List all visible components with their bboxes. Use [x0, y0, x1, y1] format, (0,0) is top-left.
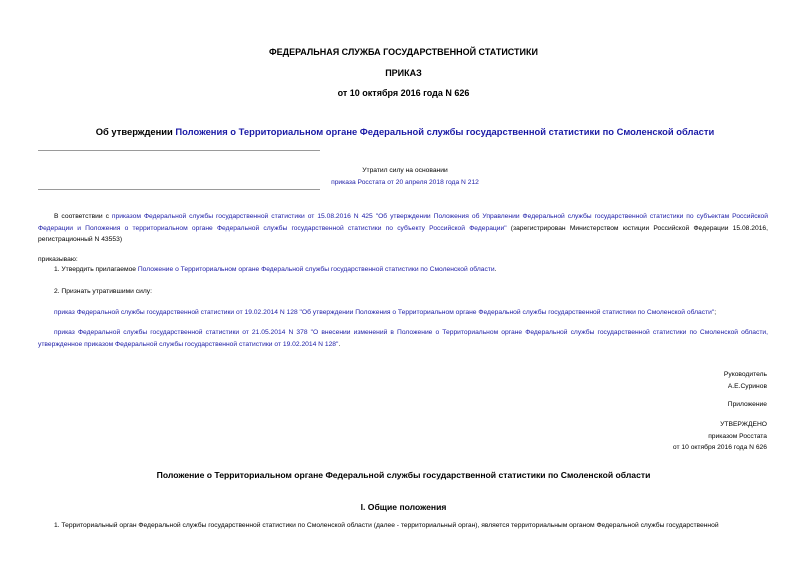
order-378-link[interactable]: приказ Федеральной службы государственной статистики от 21.05.2014 N 378 "О внесении изменений в Положение о Территориальном органе Федеральной службы государственной статистики по Смоленской области, утвержденное приказом Федеральной службы государственной статистики от 19.02.2014 N 128": [38, 329, 768, 348]
approved-by: приказом Росстата: [708, 432, 767, 440]
approved-date: от 10 октября 2016 года N 626: [672, 444, 767, 451]
regulation-paragraph-1: 1. Территориальный орган Федеральной службы государственной статистики по Смоленской области (далее - территориальный орган), является территориальным органом Федеральной службы государственной: [54, 522, 719, 529]
regulation-title: Положение о Территориальном органе Федеральной службы государственной статистики по Смоленской области: [156, 470, 651, 480]
signature-role: Руководитель: [723, 371, 767, 378]
preamble-paragraph: [38, 211, 768, 246]
title-regulation-link[interactable]: Положения о Территориальном органе Федеральной службы государственной статистики по Смоленской области: [175, 126, 715, 137]
p1-text-b: (зарегистрирован Министерством юстиции Российской Федерации 15.08.2016, регистрационный N 43553): [38, 224, 768, 243]
p5-end: ;: [714, 309, 717, 316]
agency-heading: ФЕДЕРАЛЬНАЯ СЛУЖБА ГОСУДАРСТВЕННОЙ СТАТИСТИКИ: [269, 47, 538, 57]
title-prefix: Об утверждении: [95, 126, 176, 137]
divider-bottom: [38, 189, 320, 190]
item-1: [54, 264, 768, 276]
repealed-order-128: [54, 307, 768, 319]
regulation-link[interactable]: Положение о Территориальном органе Федеральной службы государственной статистики по Смоленской области: [137, 266, 495, 273]
item-1-end: .: [494, 266, 497, 273]
lost-force-order-link[interactable]: приказа Росстата от 20 апреля 2018 года N 212: [331, 179, 479, 186]
repealed-order-378: [38, 327, 768, 350]
p1-text-a: В соответствии с: [54, 213, 112, 220]
signature-block: [724, 369, 767, 392]
lost-force-note: [300, 165, 510, 189]
divider-top: [38, 150, 320, 151]
lost-force-text: Утратил силу на основании: [362, 167, 448, 174]
item-2: 2. Признать утратившими силу:: [54, 288, 152, 295]
approval-block: [673, 419, 767, 454]
section-1-heading: I. Общие положения: [360, 502, 447, 512]
order-425-link[interactable]: приказом Федеральной службы государственной статистики от 15.08.2016 N 425 "Об утверждении Положения об Управлении Федеральной службы государственной статистики по субъектам Российской Федерации и Положения о территориальном органе Федеральной службы государственной статистики по субъекту Российской Федерации": [38, 213, 768, 232]
appendix-label: Приложение: [727, 401, 767, 408]
document-title: [40, 126, 770, 137]
item-1-text: 1. Утвердить прилагаемое: [54, 266, 138, 273]
doc-date-heading: от 10 октября 2016 года N 626: [337, 88, 470, 98]
doc-type-heading: ПРИКАЗ: [385, 68, 422, 78]
approved-label: УТВЕРЖДЕНО: [720, 421, 767, 428]
order-word: приказываю:: [38, 256, 78, 263]
p6-end: .: [338, 340, 341, 348]
order-128-link[interactable]: приказ Федеральной службы государственной статистики от 19.02.2014 N 128 "Об утверждении Положения о Территориальном органе Федеральной службы государственной статистики по Смоленской области": [54, 309, 715, 316]
signature-name: А.Е.Суринов: [727, 382, 767, 390]
